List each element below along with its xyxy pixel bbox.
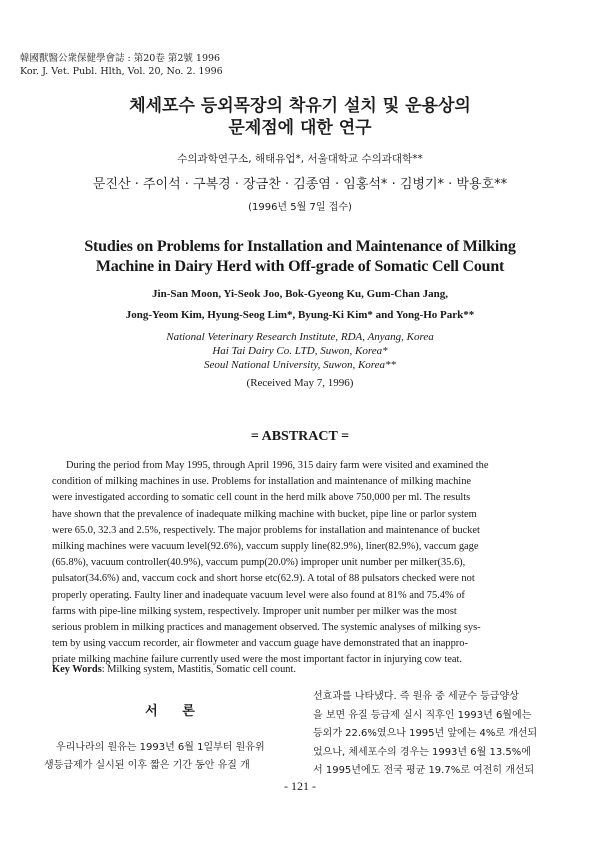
korean-title [0, 95, 600, 139]
keywords-label: Key Words [52, 664, 102, 675]
korean-authors: 문진산 · 주이석 · 구복경 · 장금찬 · 김종염 · 임홍석* · 김병기* · 박용호** [92, 177, 508, 192]
body-line: 우리나라의 원유는 1993년 6월 1일부터 원유위 [56, 742, 265, 753]
abstract-line: tem by using vaccum recorder, air flowmeter and vaccum guage have demonstrated that an inappro- [52, 638, 468, 650]
english-affiliation-line: Seoul National University, Suwon, Korea** [203, 359, 397, 371]
body-line: 을 보면 유질 등급제 실시 직후인 1993년 6월에는 [313, 709, 532, 721]
english-title-line: Machine in Dairy Herd with Off-grade of Somatic Cell Count [95, 258, 505, 275]
journal-line-english: Kor. J. Vet. Publ. Hlth, Vol. 20, No. 2. 1996 [20, 66, 223, 77]
abstract-line: were 65.0, 32.3 and 2.5%, respectively. The major problems for installation and maintenance of bucket [52, 524, 480, 536]
abstract-heading: = ABSTRACT = [250, 429, 350, 444]
abstract-line: have shown that the prevalence of inadequate milking machine with bucket, pipe line or parlor system [52, 508, 477, 520]
english-title [0, 237, 600, 277]
english-authors [0, 284, 600, 326]
abstract-line: properly operating. Faulty liner and inadequate vacuum level were also found at 81% and 75.4% of [52, 589, 465, 601]
english-affiliations [0, 330, 600, 372]
korean-received-date: (1996년 5월 7일 접수) [248, 202, 352, 213]
abstract-line: farms with pipe-line milking system, respectively. Improper unit number per milker was the most [52, 605, 457, 617]
keywords-text: : Milking system, Mastitis, Somatic cell count. [101, 664, 296, 675]
body-line: 서 1995년에도 전국 평균 19.7%로 여전히 개선되 [313, 765, 535, 776]
body-line: 생등급제가 실시된 이후 짧은 기간 동안 유질 개 [44, 760, 250, 771]
english-affiliation-line: Hai Tai Dairy Co. LTD, Suwon, Korea* [212, 345, 388, 357]
english-authors-line: Jong-Yeom Kim, Hyung-Seog Lim*, Byung-Ki Kim* and Yong-Ho Park** [125, 309, 475, 321]
abstract-body [52, 458, 557, 669]
english-authors-line: Jin-San Moon, Yi-Seok Joo, Bok-Gyeong Ku, Gum-Chan Jang, [152, 288, 448, 300]
journal-header [20, 52, 223, 78]
body-line: 등외가 22.6%였으나 1995년 앞에는 4%로 개선되 [313, 728, 538, 739]
abstract-line: were investigated according to somatic cell count in the herd milk above 750,000 per ml. The results [52, 492, 471, 504]
left-column [44, 700, 296, 775]
abstract-line: (65.8%), vacuum controller(40.9%), vaccum pump(20.0%) improper unit number per milker(35.6), [52, 557, 466, 569]
abstract-line: priate milking machine failure currently used were the most important factor in injurying cow teat. [52, 654, 463, 666]
korean-title-line: 체세포수 등외목장의 착유기 설치 및 운용상의 [129, 96, 471, 116]
body-line: 었으나, 체세포수의 경우는 1993년 6월 13.5%에 [313, 746, 531, 758]
english-received-date: (Received May 7, 1996) [246, 377, 354, 389]
page-number: - 121 - [284, 779, 316, 793]
english-title-line: Studies on Problems for Installation and Maintenance of Milking [84, 238, 516, 255]
abstract-line: During the period from May 1995, through April 1996, 315 dairy farm were visited and examined the [66, 460, 489, 471]
left-column-body [44, 739, 296, 775]
abstract-line: serious problem in milking practices and management observed. The systemic analyses of milking sys- [52, 622, 481, 634]
abstract-line: pulsator(34.6%) and, vaccum cock and short horse etc(62.9). A total of 88 pulsators checked were not [52, 573, 475, 585]
body-line: 선효과를 나타냈다. 즉 원유 중 세균수 등급양상 [313, 691, 519, 702]
keywords [52, 664, 296, 675]
abstract-line: condition of milking machines in use. Problems for installation and maintenance of milking machine [52, 476, 471, 488]
section-heading: 서 론 [145, 704, 205, 719]
abstract-line: milking machines were vacuum level(92.6%), vaccum supply line(82.9%), liner(82.9%), vaccum gage [52, 541, 479, 553]
journal-line-korean: 韓國獸醫公衆保健學會誌 : 第20卷 第2號 1996 [20, 53, 221, 64]
english-affiliation-line: National Veterinary Research Institute, RDA, Anyang, Korea [166, 331, 434, 343]
right-column [313, 688, 565, 781]
korean-title-line: 문제점에 대한 연구 [228, 118, 372, 138]
korean-affiliations: 수의과학연구소, 해태유업*, 서울대학교 수의과대학** [177, 153, 423, 165]
